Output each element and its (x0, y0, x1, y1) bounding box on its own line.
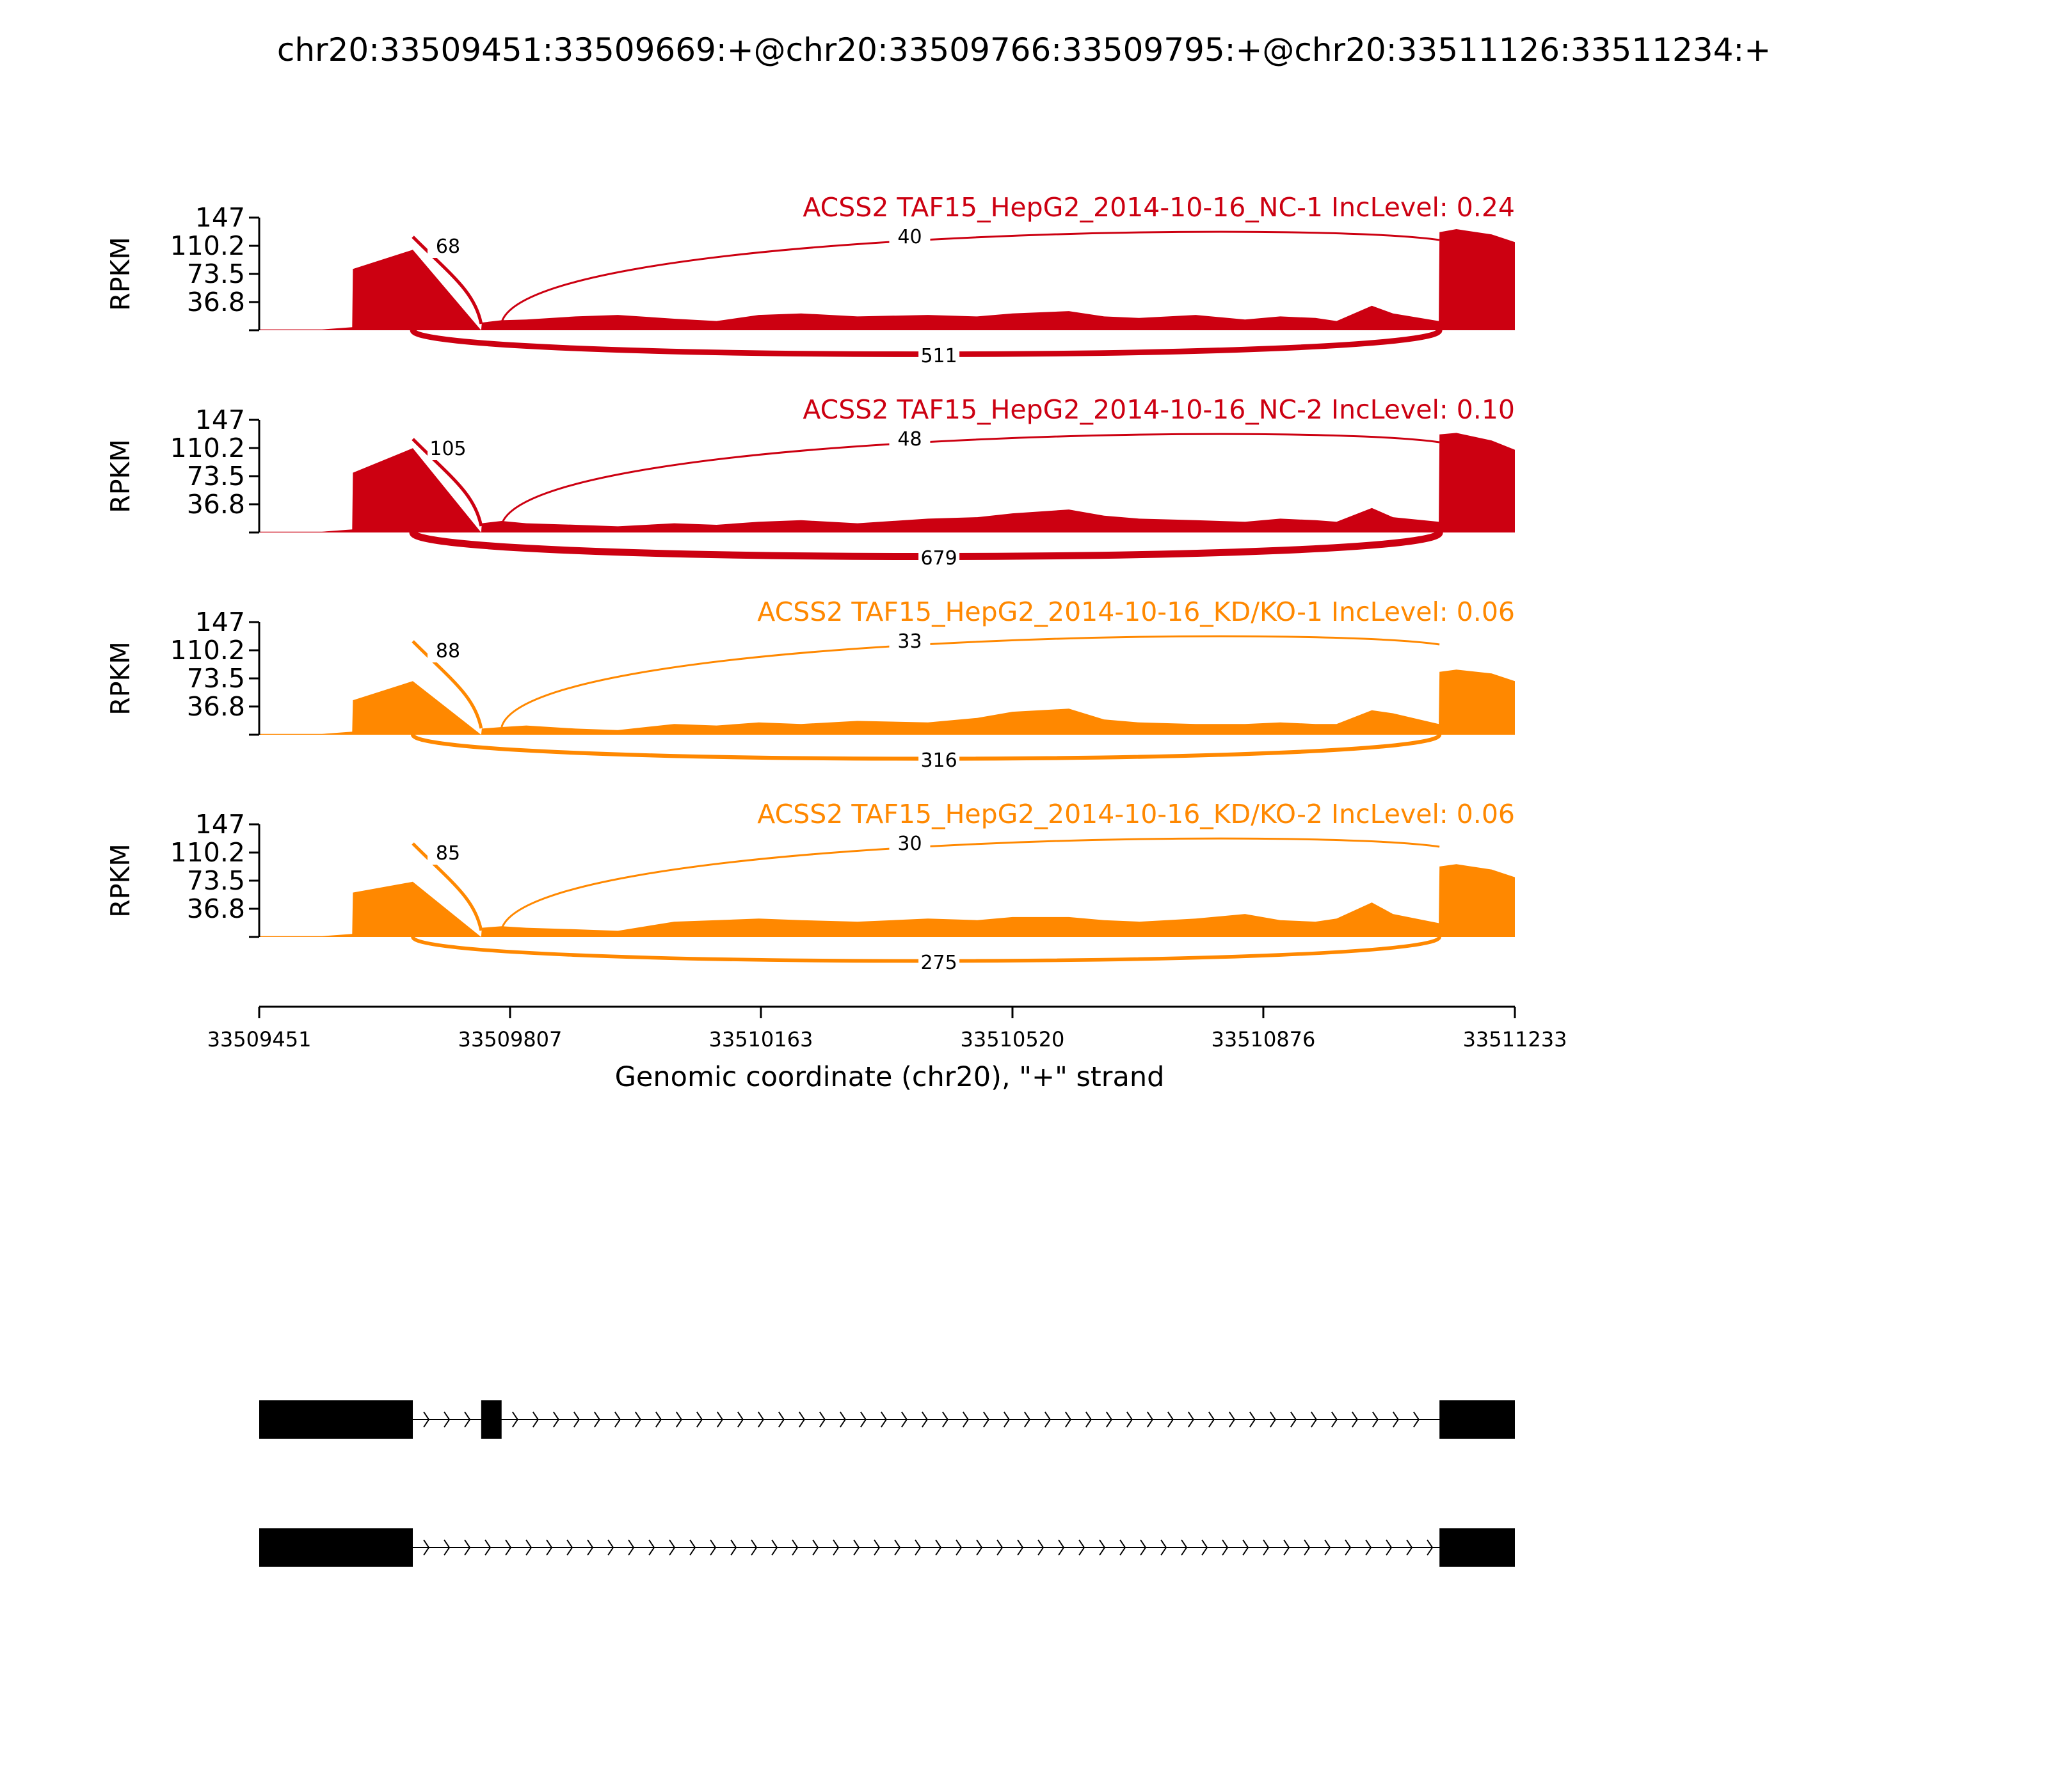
y-tick-label: 73.5 (186, 461, 245, 492)
x-tick-label: 33510876 (1211, 1027, 1316, 1052)
junction-count: 30 (897, 833, 922, 855)
junction-count: 275 (920, 952, 957, 974)
y-tick-label: 147 (195, 202, 245, 233)
junction-count: 85 (435, 842, 461, 865)
exon-block (481, 1400, 502, 1439)
y-axis-label: RPKM (105, 237, 136, 311)
y-tick-label: 36.8 (186, 691, 245, 722)
y-tick-label: 36.8 (186, 488, 245, 520)
junction-count: 88 (435, 640, 461, 662)
x-axis-label: Genomic coordinate (chr20), "+" strand (614, 1061, 1165, 1093)
y-tick-label: 147 (195, 607, 245, 637)
exon-block (259, 1400, 413, 1439)
x-tick-label: 33509451 (207, 1027, 312, 1052)
junction-count: 679 (920, 547, 957, 570)
track-label: ACSS2 TAF15_HepG2_2014-10-16_NC-2 IncLevel: 0.10 (803, 394, 1515, 425)
x-tick-label: 33511233 (1462, 1027, 1567, 1052)
junction-count: 68 (435, 236, 461, 258)
y-tick-label: 73.5 (186, 663, 245, 694)
y-tick-label: 110.2 (170, 230, 245, 262)
y-tick-label: 73.5 (186, 865, 245, 896)
y-tick-label: 110.2 (170, 837, 245, 868)
y-axis-label: RPKM (105, 439, 136, 513)
junction-count: 40 (897, 226, 922, 248)
y-tick-label: 36.8 (186, 286, 245, 317)
y-tick-label: 147 (195, 809, 245, 840)
x-tick-label: 33509807 (458, 1027, 563, 1052)
y-axis-label: RPKM (105, 641, 136, 716)
junction-count: 33 (897, 630, 922, 653)
y-tick-label: 73.5 (186, 259, 245, 289)
chart-title: chr20:33509451:33509669:+@chr20:33509766:33509795:+@chr20:33511126:33511234:+ (276, 31, 1772, 68)
y-tick-label: 110.2 (170, 635, 245, 666)
x-tick-label: 33510163 (708, 1027, 813, 1052)
junction-count: 48 (897, 428, 922, 451)
y-axis-label: RPKM (105, 844, 136, 918)
exon-block (1439, 1400, 1515, 1439)
junction-count: 511 (920, 345, 957, 367)
y-tick-label: 36.8 (186, 893, 245, 924)
exon-block (1439, 1528, 1515, 1567)
x-tick-label: 33510520 (960, 1027, 1065, 1052)
track-label: ACSS2 TAF15_HepG2_2014-10-16_KD/KO-1 IncLevel: 0.06 (757, 596, 1515, 627)
track-label: ACSS2 TAF15_HepG2_2014-10-16_NC-1 IncLevel: 0.24 (803, 192, 1515, 223)
track-label: ACSS2 TAF15_HepG2_2014-10-16_KD/KO-2 IncLevel: 0.06 (757, 799, 1515, 829)
y-tick-label: 147 (195, 404, 245, 435)
y-tick-label: 110.2 (170, 433, 245, 464)
junction-count: 316 (920, 749, 957, 772)
junction-count: 105 (429, 438, 467, 460)
exon-block (259, 1528, 413, 1567)
